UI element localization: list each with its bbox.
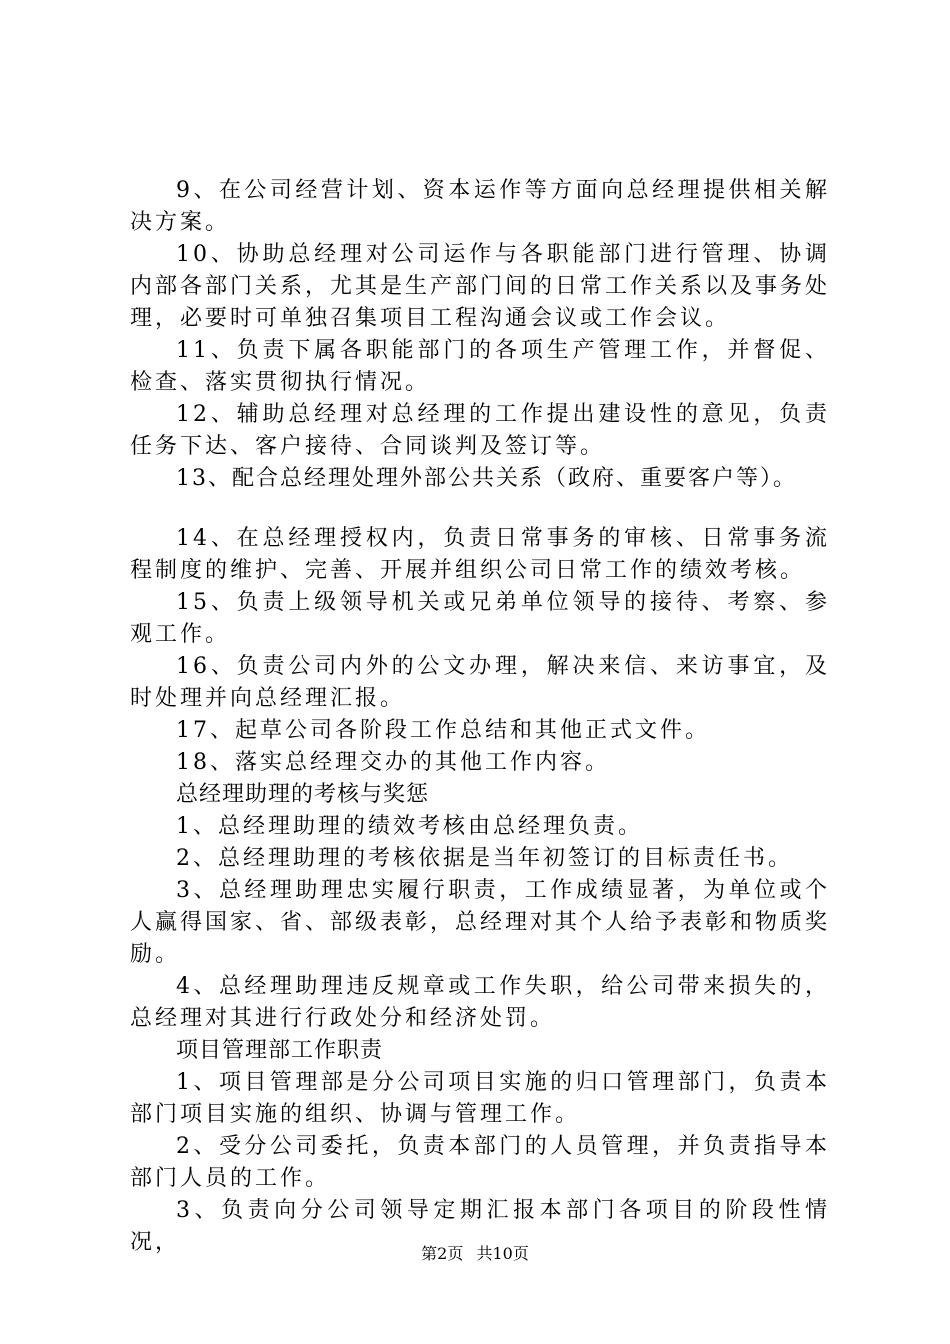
paragraph-10: 10、协助总经理对公司运作与各职能部门进行管理、协调内部各部门关系，尤其是生产部门间的日常工作关系以及事务处理，必要时可单独召集项目工程沟通会议或工作会议。 bbox=[130, 242, 831, 331]
project-item-3: 3、负责向分公司领导定期汇报本部门各项目的阶段性情况， bbox=[130, 1198, 830, 1255]
document-body bbox=[130, 175, 830, 1259]
paragraph-17: 17、起草公司各阶段工作总结和其他正式文件。 bbox=[176, 718, 710, 743]
page-footer bbox=[0, 1244, 950, 1264]
assessment-item-3: 3、总经理助理忠实履行职责，工作成绩显著，为单位或个人赢得国家、省、部级表彰，总经理对其个人给予表彰和物质奖励。 bbox=[130, 878, 831, 967]
section-heading-assessment: 总经理助理的考核与奖惩 bbox=[176, 782, 430, 807]
project-item-2: 2、受分公司委托，负责本部门的人员管理，并负责指导本部门人员的工作。 bbox=[130, 1134, 830, 1191]
paragraph-11: 11、负责下属各职能部门的各项生产管理工作，并督促、检查、落实贯彻执行情况。 bbox=[130, 338, 830, 395]
paragraph-14: 14、在总经理授权内，负责日常事务的审核、日常事务流程制度的维护、完善、开展并组织公司日常工作的绩效考核。 bbox=[130, 526, 830, 583]
assessment-item-1: 1、总经理助理的绩效考核由总经理负责。 bbox=[176, 814, 643, 839]
paragraph-18: 18、落实总经理交办的其他工作内容。 bbox=[176, 750, 610, 775]
paragraph-9: 9、在公司经营计划、资本运作等方面向总经理提供相关解决方案。 bbox=[130, 178, 830, 235]
page-number: 第2页 bbox=[421, 1244, 464, 1263]
assessment-item-4: 4、总经理助理违反规章或工作失职，给公司带来损失的，总经理对其进行行政处分和经济处罚。 bbox=[130, 974, 830, 1031]
paragraph-12: 12、辅助总经理对总经理的工作提出建设性的意见，负责任务下达、客户接待、合同谈判及签订等。 bbox=[130, 402, 830, 459]
assessment-item-2: 2、总经理助理的考核依据是当年初签订的目标责任书。 bbox=[176, 846, 793, 871]
paragraph-gap bbox=[130, 495, 830, 523]
page-total: 共10页 bbox=[476, 1244, 529, 1263]
section-heading-project: 项目管理部工作职责 bbox=[176, 1038, 384, 1063]
paragraph-15: 15、负责上级领导机关或兄弟单位领导的接待、考察、参观工作。 bbox=[130, 590, 830, 647]
paragraph-16: 16、负责公司内外的公文办理，解决来信、来访事宜，及时处理并向总经理汇报。 bbox=[130, 654, 830, 711]
project-item-1: 1、项目管理部是分公司项目实施的归口管理部门，负责本部门项目实施的组织、协调与管理工作。 bbox=[130, 1070, 830, 1127]
paragraph-13: 13、配合总经理处理外部公共关系（政府、重要客户等）。 bbox=[176, 466, 797, 491]
